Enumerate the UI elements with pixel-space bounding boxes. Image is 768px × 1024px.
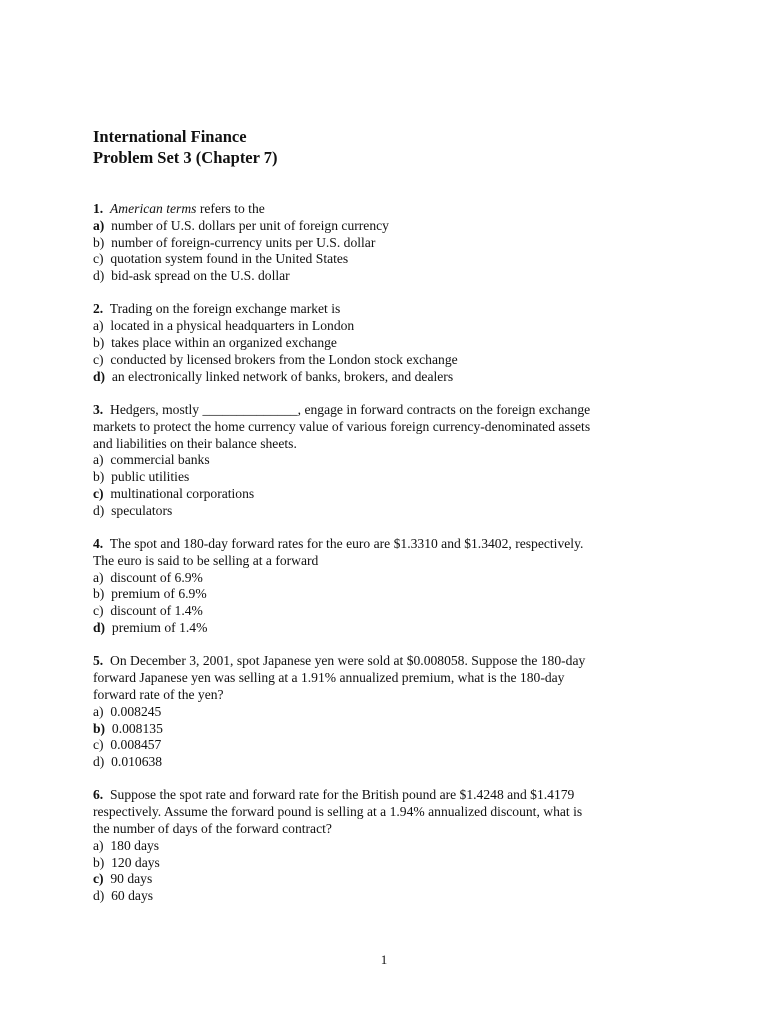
- option-text: number of U.S. dollars per unit of foreign currency: [111, 217, 389, 233]
- option-text: 120 days: [111, 854, 160, 870]
- question-6: [93, 787, 668, 905]
- answer-option-a: [93, 218, 668, 235]
- answer-option-c: [93, 603, 668, 620]
- option-letter: a): [93, 837, 104, 853]
- option-text: 90 days: [110, 871, 153, 887]
- question-text-line: [93, 201, 668, 218]
- option-letter: a): [93, 569, 104, 585]
- option-text: premium of 1.4%: [111, 620, 208, 636]
- question-2: [93, 301, 668, 385]
- question-text: Suppose the spot rate and forward rate for the British pound are $1.4248 and $1.4179: [110, 787, 575, 803]
- question-text-line: [93, 787, 668, 804]
- question-number: 4.: [93, 536, 104, 552]
- option-letter: a): [93, 703, 104, 719]
- option-letter: a): [93, 452, 104, 468]
- question-number: 3.: [93, 401, 104, 417]
- option-letter: d): [93, 368, 106, 384]
- answer-option-a: [93, 452, 668, 469]
- question-text: refers to the: [196, 201, 265, 216]
- option-text: quotation system found in the United States: [110, 251, 349, 267]
- question-number: 5.: [93, 653, 104, 669]
- option-letter: c): [93, 737, 104, 753]
- question-text: The spot and 180-day forward rates for the euro are $1.3310 and $1.3402, respectively.: [109, 536, 584, 552]
- answer-option-d: [93, 369, 668, 386]
- answer-option-c: [93, 251, 668, 268]
- question-text-line: [93, 301, 668, 318]
- question-text: Trading on the foreign exchange market is: [109, 301, 341, 317]
- question-text-line: and liabilities on their balance sheets.: [93, 435, 297, 451]
- option-letter: c): [93, 485, 104, 501]
- page-number: 1: [380, 952, 388, 967]
- option-letter: c): [93, 871, 104, 887]
- question-text-line: [93, 653, 668, 670]
- question-text-line: forward rate of the yen?: [93, 686, 224, 702]
- option-letter: b): [93, 234, 105, 250]
- answer-option-b: [93, 586, 668, 603]
- question-5: [93, 653, 668, 771]
- option-text: 0.008457: [110, 737, 162, 753]
- answer-option-d: [93, 620, 668, 637]
- option-text: 0.008245: [110, 703, 162, 719]
- option-text: 60 days: [111, 888, 154, 904]
- answer-option-a: [93, 318, 668, 335]
- option-letter: b): [93, 335, 105, 351]
- option-letter: c): [93, 603, 104, 619]
- answer-option-c: [93, 871, 668, 888]
- option-text: located in a physical headquarters in London: [110, 318, 355, 334]
- answer-option-b: [93, 235, 668, 252]
- question-text-line: The euro is said to be selling at a forward: [93, 552, 319, 568]
- document-subtitle: Problem Set 3 (Chapter 7): [93, 148, 278, 167]
- question-term: American terms: [110, 201, 197, 216]
- option-letter: a): [93, 217, 105, 233]
- option-letter: c): [93, 351, 104, 367]
- question-1: [93, 201, 668, 285]
- option-text: discount of 1.4%: [110, 603, 203, 619]
- option-letter: b): [93, 854, 105, 870]
- option-text: discount of 6.9%: [110, 569, 203, 585]
- answer-option-d: [93, 268, 668, 285]
- question-4: [93, 536, 668, 637]
- option-text: 0.010638: [111, 754, 163, 770]
- question-text-line: respectively. Assume the forward pound is selling at a 1.94% annualized discount, what is: [93, 804, 583, 820]
- option-text: number of foreign-currency units per U.S. dollar: [111, 234, 376, 250]
- option-letter: b): [93, 469, 105, 485]
- question-text: Hedgers, mostly ______________, engage in forward contracts on the foreign exchange: [110, 401, 591, 417]
- answer-option-d: [93, 888, 668, 905]
- option-letter: a): [93, 318, 104, 334]
- answer-option-c: [93, 352, 668, 369]
- question-number: 1.: [93, 201, 104, 216]
- answer-option-a: [93, 838, 668, 855]
- answer-option-d: [93, 503, 668, 520]
- answer-option-b: [93, 855, 668, 872]
- option-text: takes place within an organized exchange: [111, 335, 337, 351]
- answer-option-c: [93, 737, 668, 754]
- question-number: 2.: [93, 301, 104, 317]
- document-header: [93, 126, 278, 168]
- question-text-line: markets to protect the home currency value of various foreign currency-denominated assets: [93, 418, 591, 434]
- question-text-line: [93, 536, 668, 553]
- option-text: 180 days: [110, 837, 160, 853]
- answer-option-a: [93, 704, 668, 721]
- option-text: an electronically linked network of banks, brokers, and dealers: [111, 368, 454, 384]
- answer-option-b: [93, 335, 668, 352]
- document-title: International Finance: [93, 127, 247, 146]
- answer-option-c: [93, 486, 668, 503]
- option-letter: d): [93, 888, 105, 904]
- option-letter: d): [93, 620, 106, 636]
- option-text: 0.008135: [111, 720, 163, 736]
- answer-option-a: [93, 570, 668, 587]
- question-list: [93, 201, 668, 921]
- option-text: multinational corporations: [110, 485, 255, 501]
- question-3: [93, 402, 668, 520]
- answer-option-b: [93, 721, 668, 738]
- option-text: premium of 6.9%: [111, 586, 207, 602]
- option-text: commercial banks: [110, 452, 210, 468]
- option-text: speculators: [111, 502, 173, 518]
- question-text-line: the number of days of the forward contract?: [93, 821, 332, 836]
- option-text: conducted by licensed brokers from the London stock exchange: [110, 351, 458, 367]
- answer-option-d: [93, 754, 668, 771]
- option-letter: d): [93, 754, 105, 770]
- option-text: bid-ask spread on the U.S. dollar: [111, 268, 290, 284]
- question-number: 6.: [93, 787, 104, 803]
- option-letter: d): [93, 502, 105, 518]
- option-letter: b): [93, 720, 106, 736]
- option-letter: b): [93, 586, 105, 602]
- question-text-line: forward Japanese yen was selling at a 1.91% annualized premium, what is the 180-day: [93, 670, 565, 686]
- question-text: On December 3, 2001, spot Japanese yen were sold at $0.008058. Suppose the 180-day: [110, 653, 586, 669]
- option-text: public utilities: [111, 469, 190, 485]
- option-letter: d): [93, 268, 105, 284]
- answer-option-b: [93, 469, 668, 486]
- question-text-line: [93, 402, 668, 419]
- option-letter: c): [93, 251, 104, 267]
